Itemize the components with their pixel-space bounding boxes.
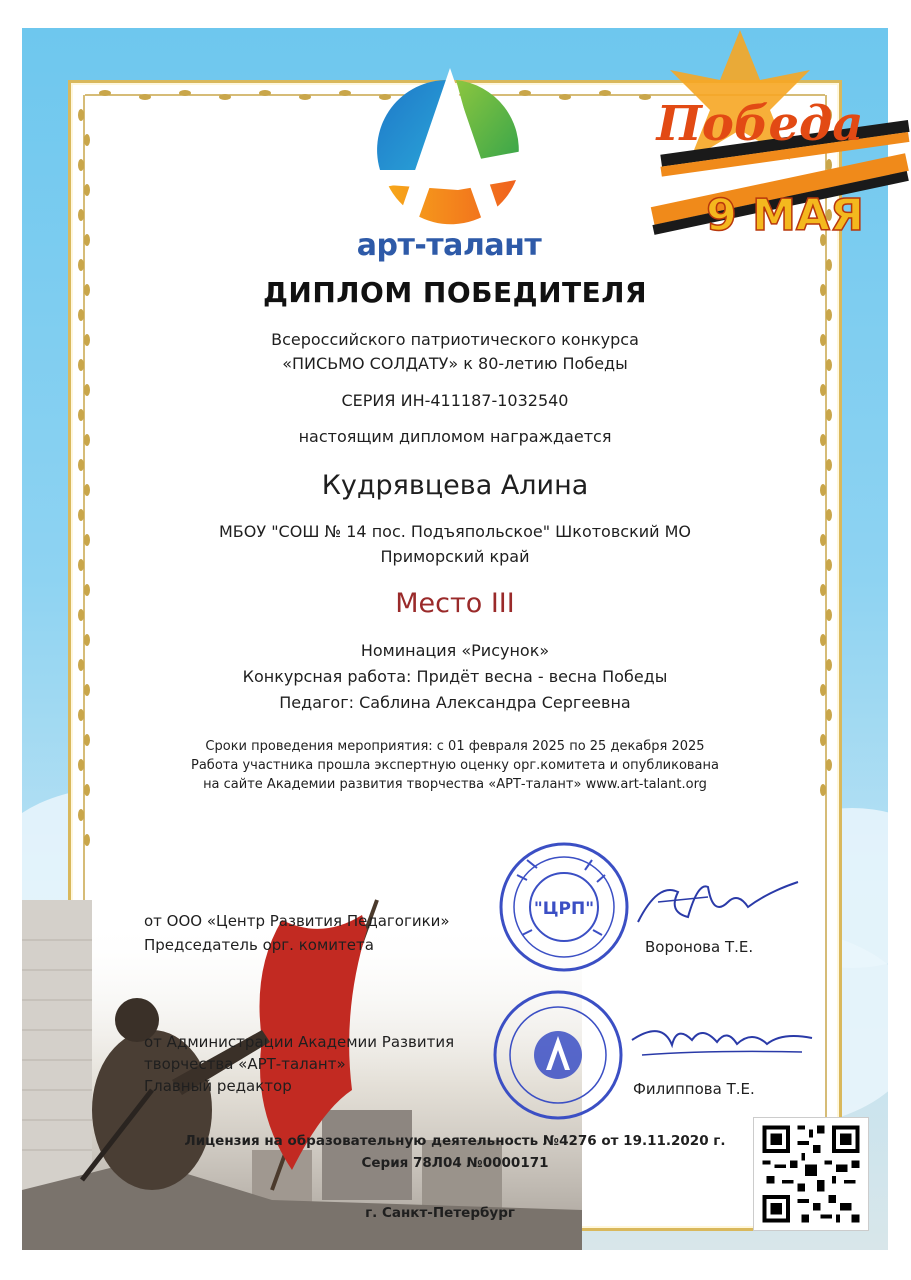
review-line-1: Работа участника прошла экспертную оценку орг.комитета и опубликована — [191, 758, 719, 773]
contest-line-1: Всероссийского патриотического конкурса — [271, 330, 639, 349]
org-name-2-line-1: от Администрации Академии Развития — [144, 1033, 455, 1051]
signer-name-1: Воронова Т.Е. — [645, 938, 754, 956]
brand-name: арт-талант — [356, 228, 542, 263]
teacher: Педагог: Саблина Александра Сергеевна — [279, 693, 631, 712]
review-line-2: на сайте Академии развития творчества «АРТ-талант» www.art-talant.org — [203, 777, 707, 792]
pobeda-word: Победа — [656, 96, 864, 152]
awarded-text: настоящим дипломом награждается — [298, 427, 612, 446]
academy-stamp-icon — [491, 988, 625, 1122]
diploma-title: ДИПЛОМ ПОБЕДИТЕЛЯ — [262, 276, 648, 309]
pobeda-date: 9 МАЯ — [706, 190, 864, 235]
signer-name-2: Филиппова Т.Е. — [633, 1080, 755, 1098]
signature-voronova — [628, 862, 808, 942]
org-name-1: от ООО «Центр Развития Педагогики» — [144, 912, 450, 930]
qr-code-icon[interactable] — [753, 1117, 869, 1231]
org-role-1: Председатель орг. комитета — [144, 936, 374, 954]
stamp-center-text: "ЦРП" — [533, 899, 595, 919]
org-name-2-line-2: творчества «АРТ-талант» — [144, 1055, 346, 1073]
contest-work: Конкурсная работа: Придёт весна - весна Победы — [242, 667, 668, 686]
license-line-2: Серия 78Л04 №0000171 — [361, 1155, 549, 1171]
license-line-1: Лицензия на образовательную деятельность №4276 от 19.11.2020 г. — [184, 1133, 726, 1149]
nomination: Номинация «Рисунок» — [360, 641, 550, 660]
contest-line-2: «ПИСЬМО СОЛДАТУ» к 80-летию Победы — [282, 354, 628, 373]
school-line-1: МБОУ "СОШ № 14 пос. Подъяпольское" Шкотовский МО — [218, 522, 692, 541]
pobeda-9-may-badge — [620, 30, 910, 235]
place-award: Место III — [395, 588, 515, 619]
recipient-name: Кудрявцева Алина — [321, 470, 589, 501]
org-role-2: Главный редактор — [144, 1077, 292, 1095]
event-dates: Сроки проведения мероприятия: с 01 февраля 2025 по 25 декабря 2025 — [205, 739, 705, 754]
signature-filippova — [622, 1010, 822, 1080]
crp-stamp-icon — [497, 840, 631, 974]
series-number: СЕРИЯ ИН-411187-1032540 — [341, 391, 569, 410]
city: г. Санкт-Петербург — [365, 1205, 515, 1221]
school-line-2: Приморский край — [380, 547, 530, 566]
